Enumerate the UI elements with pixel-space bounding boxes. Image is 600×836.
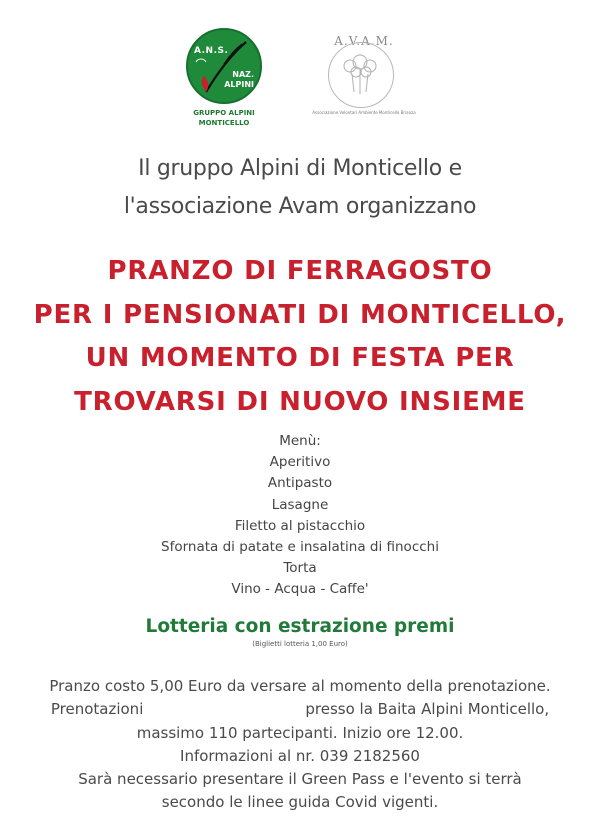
- info-limit: massimo 110 partecipanti. Inizio ore 12.00.: [136, 723, 464, 742]
- menu-item: Antipasto: [267, 475, 333, 492]
- alpini-logo-alpini-text: ALPINI: [224, 80, 254, 89]
- info-booking-location: presso la Baita Alpini Monticello,: [305, 700, 550, 719]
- menu-item: Torta: [283, 560, 317, 577]
- lotteria-title: Lotteria con estrazione premi: [145, 616, 455, 637]
- avam-trees-icon: [306, 30, 422, 110]
- headline-line: PRANZO DI FERRAGOSTO: [107, 256, 493, 286]
- info-green-pass-1: Sarà necessario presentare il Green Pass e l'evento si terrà: [78, 770, 522, 789]
- headline-line: TROVARSI DI NUOVO INSIEME: [74, 386, 526, 417]
- alpini-logo-ass: A.N.S.: [194, 46, 229, 56]
- intro-line-2: l'associazione Avam organizzano: [123, 194, 477, 219]
- alpini-logo-naz: [218, 70, 254, 90]
- info-booking: [0, 698, 600, 721]
- menu-item: Filetto al pistacchio: [234, 517, 366, 534]
- info-section: [0, 675, 600, 815]
- alpini-logo-naz-text: NAZ.: [232, 70, 254, 79]
- avam-logo-caption: Associazione Volontari Ambiente Monticello Brianza: [312, 110, 416, 115]
- alpini-feather-icon: [184, 28, 264, 108]
- intro-text: [0, 150, 600, 226]
- menu-title: Menù:: [279, 433, 321, 449]
- alpini-caption-line1: GRUPPO ALPINI: [193, 109, 255, 117]
- alpini-logo: [184, 28, 264, 128]
- menu-item: Aperitivo: [269, 454, 331, 471]
- alpini-caption-line2: MONTICELLO: [198, 119, 250, 127]
- avam-logo-title: A.V.A.M.: [334, 34, 394, 48]
- menu-item: Sfornata di patate e insalatina di finocchi: [161, 539, 439, 556]
- info-cost: Pranzo costo 5,00 Euro da versare al momento della prenotazione.: [49, 677, 551, 695]
- intro-line-1: Il gruppo Alpini di Monticello e: [138, 156, 462, 181]
- event-headline: [0, 250, 600, 424]
- info-contact: Informazioni al nr. 039 2182560: [180, 746, 420, 765]
- menu-item: Vino - Acqua - Caffe': [231, 581, 369, 598]
- menu-item: Lasagne: [271, 496, 329, 513]
- menu-section: [0, 431, 600, 601]
- info-booking-label: Prenotazioni: [50, 700, 144, 719]
- headline-line: UN MOMENTO DI FESTA PER: [85, 343, 515, 373]
- lotteria-note: (Biglietti lotteria 1,00 Euro): [252, 640, 348, 648]
- headline-line: PER I PENSIONATI DI MONTICELLO,: [33, 299, 567, 330]
- alpini-logo-caption: [174, 108, 274, 128]
- avam-logo: [306, 30, 422, 130]
- info-green-pass-2: secondo le linee guida Covid vigenti.: [161, 793, 439, 812]
- logos-row: [0, 28, 600, 132]
